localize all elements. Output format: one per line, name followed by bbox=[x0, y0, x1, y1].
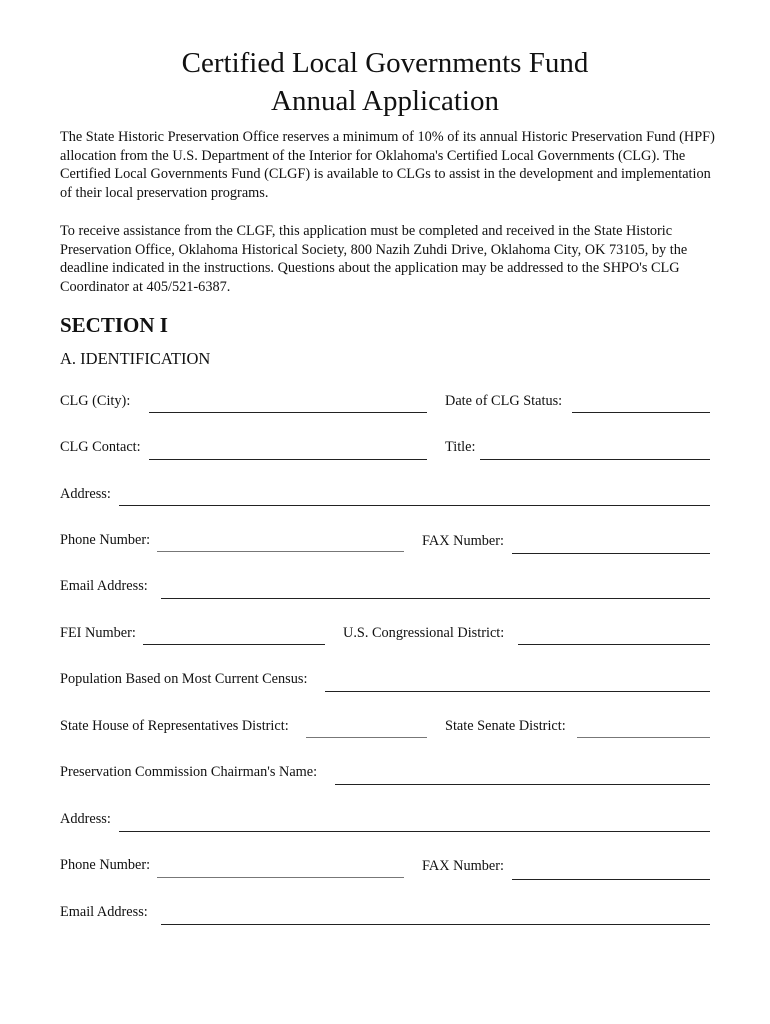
section-heading: SECTION I bbox=[60, 313, 168, 337]
house-district-label: State House of Representatives District: bbox=[60, 718, 289, 734]
chairman-address-label: Address: bbox=[60, 811, 111, 827]
address-field[interactable] bbox=[119, 505, 710, 506]
clg-status-date-label: Date of CLG Status: bbox=[445, 393, 563, 409]
congressional-district-field[interactable] bbox=[518, 644, 710, 645]
phone-label: Phone Number: bbox=[60, 532, 151, 548]
chairman-name-label: Preservation Commission Chairman's Name: bbox=[60, 764, 318, 780]
clg-city-field[interactable] bbox=[149, 412, 427, 413]
population-label: Population Based on Most Current Census: bbox=[60, 671, 308, 687]
fax-field[interactable] bbox=[512, 553, 710, 554]
chairman-address-field[interactable] bbox=[119, 831, 710, 832]
title-field[interactable] bbox=[480, 459, 710, 460]
address-label: Address: bbox=[60, 486, 111, 502]
clg-status-date-field[interactable] bbox=[572, 412, 710, 413]
form-title: Certified Local Governments Fund bbox=[181, 47, 589, 79]
phone-field[interactable] bbox=[157, 551, 404, 552]
chairman-name-field[interactable] bbox=[335, 784, 710, 785]
intro-paragraph-2: To receive assistance from the CLGF, this application must be completed and received in the State Historic Preservation Office, Oklahoma Historical Society, 800 Nazih Zuhdi Drive, Oklahoma City, OK 73105, by the deadline indicated in the instructions. Questions about the application may be addressed to the SHPO's CLG Coordinator at 405/521-6387. bbox=[60, 223, 688, 295]
congressional-district-label: U.S. Congressional District: bbox=[343, 625, 505, 641]
email-field[interactable] bbox=[161, 598, 710, 599]
chairman-phone-field[interactable] bbox=[157, 877, 404, 878]
intro-paragraph-1: The State Historic Preservation Office reserves a minimum of 10% of its annual Historic Preservation Fund (HPF) allocation from the U.S. Department of the Interior for Oklahoma's Certified Local Governments (CLG). The Certified Local Governments Fund (CLGF) is available to CLGs to assist in the development and implementation of their local preservation programs. bbox=[60, 129, 715, 201]
chairman-fax-label: FAX Number: bbox=[422, 858, 504, 874]
form-subtitle: Annual Application bbox=[271, 85, 499, 117]
fei-label: FEI Number: bbox=[60, 625, 136, 641]
fei-field[interactable] bbox=[143, 644, 325, 645]
fax-label: FAX Number: bbox=[422, 533, 504, 549]
house-district-field[interactable] bbox=[306, 737, 427, 738]
chairman-phone-label: Phone Number: bbox=[60, 857, 151, 873]
senate-district-field[interactable] bbox=[577, 737, 710, 738]
clg-contact-label: CLG Contact: bbox=[60, 439, 141, 455]
chairman-email-field[interactable] bbox=[161, 924, 710, 925]
email-label: Email Address: bbox=[60, 578, 148, 594]
title-label: Title: bbox=[445, 439, 476, 455]
clg-contact-field[interactable] bbox=[149, 459, 427, 460]
chairman-email-label: Email Address: bbox=[60, 904, 148, 920]
subsection-heading: A. IDENTIFICATION bbox=[60, 349, 211, 368]
senate-district-label: State Senate District: bbox=[445, 718, 566, 734]
chairman-fax-field[interactable] bbox=[512, 879, 710, 880]
clg-city-label: CLG (City): bbox=[60, 393, 131, 409]
population-field[interactable] bbox=[325, 691, 710, 692]
